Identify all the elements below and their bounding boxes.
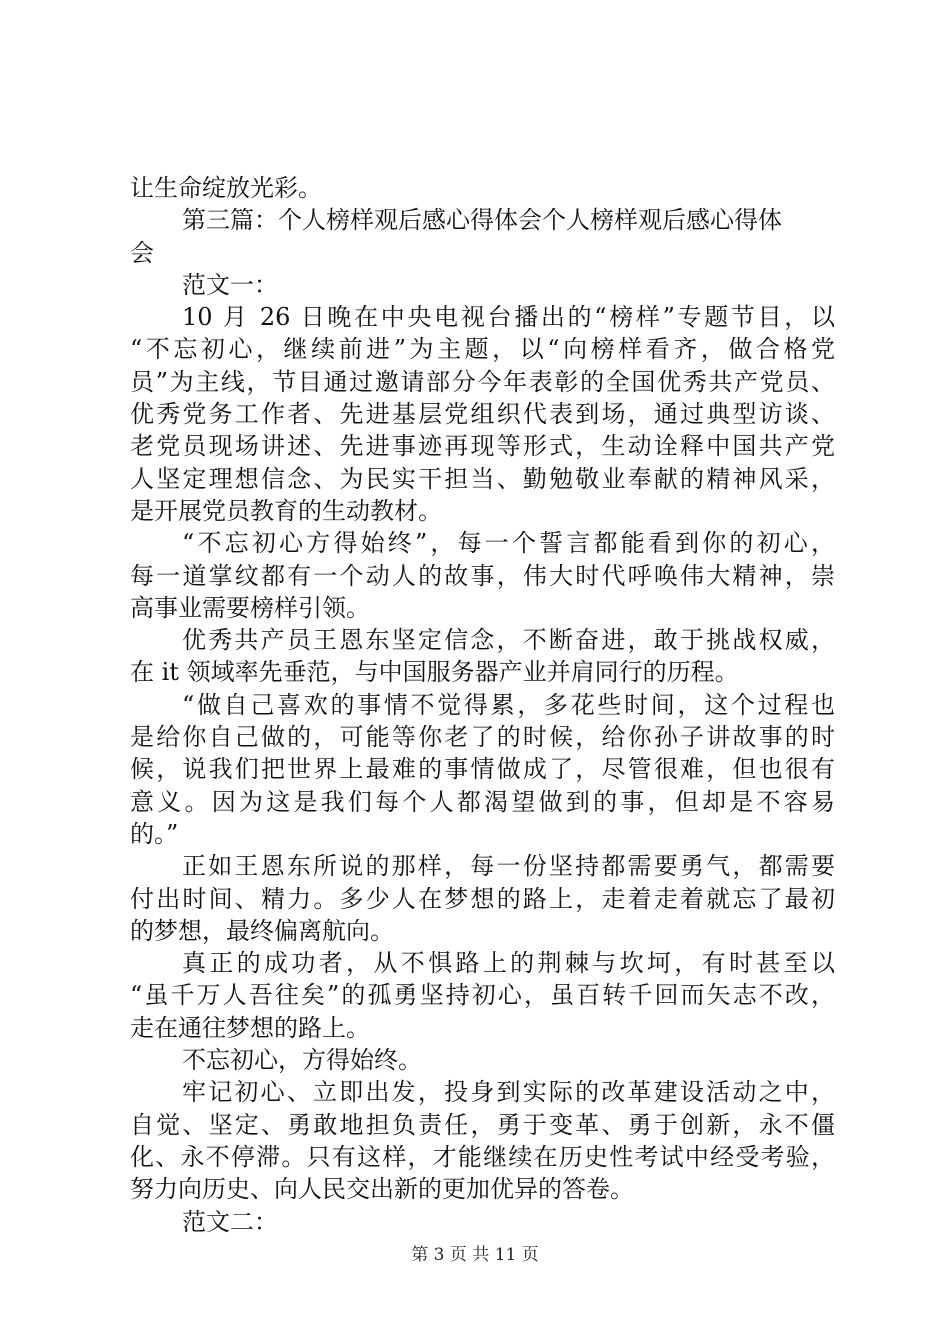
page-footer: 第 3 页 共 11 页 [411,1245,539,1265]
text-line: 让生命绽放光彩。 [130,174,322,202]
text-line: 在 it 领域率先垂范，与中国服务器产业并肩同行的历程。 [130,658,739,687]
text-line: 是开展党员教育的生动教材。 [130,496,442,525]
text-line: 牢记初心、立即出发，投身到实际的改革建设活动之中， [182,1078,835,1107]
text-line: 优秀共产员王恩东坚定信念，不断奋进，敢于挑战权威， [182,626,835,655]
text-line: 意义。因为这是我们每个人都渴望做到的事，但却是不容易 [130,787,835,816]
text-line: “不忘初心，继续前进”为主题，以“向榜样看齐，做合格党 [130,335,835,364]
text-line: “不忘初心方得始终”，每一个誓言都能看到你的初心， [182,529,835,558]
text-line: 人坚定理想信念、为民实干担当、勤勉敬业奉献的精神风采， [130,464,835,493]
text-line: 候，说我们把世界上最难的事情做成了，尽管很难，但也很有 [130,755,835,784]
text-line: 努力向历史、向人民交出新的更加优异的答卷。 [130,1175,634,1204]
text-line: 老党员现场讲述、先进事迹再现等形式，生动诠释中国共产党 [130,432,835,461]
text-line: 10 月 26 日晚在中央电视台播出的“榜样”专题节目，以 [182,303,835,332]
text-line: 优秀党务工作者、先进基层党组织代表到场，通过典型访谈、 [130,400,835,429]
text-line: 化、永不停滞。只有这样，才能继续在历史性考试中经受考验， [130,1142,835,1171]
text-line: 走在通往梦想的路上。 [130,1013,370,1042]
text-line: 范文二： [182,1207,278,1236]
text-line: 的梦想，最终偏离航向。 [130,916,394,945]
text-line: 付出时间、精力。多少人在梦想的路上，走着走着就忘了最初 [130,884,835,913]
text-line: 每一道掌纹都有一个动人的故事，伟大时代呼唤伟大精神，崇 [130,561,835,590]
text-line: “虽千万人吾往矣”的孤勇坚持初心，虽百转千回而矢志不改， [130,981,835,1010]
text-line: 是给你自己做的，可能等你老了的时候，给你孙子讲故事的时 [130,723,835,752]
document-body [130,172,835,1238]
text-line: “做自己喜欢的事情不觉得累，多花些时间，这个过程也 [182,690,835,719]
text-line: 真正的成功者，从不惧路上的荆棘与坎坷，有时甚至以 [182,949,835,978]
text-line: 的。” [130,819,179,848]
text-line: 员”为主线，节目通过邀请部分今年表彰的全国优秀共产党员、 [130,367,835,396]
text-line: 自觉、坚定、勇敢地担负责任，勇于变革、勇于创新，永不僵 [130,1110,835,1139]
text-line: 第三篇：个人榜样观后感心得体会个人榜样观后感心得体 [182,206,782,235]
text-line: 范文一： [182,270,278,299]
text-line: 不忘初心，方得始终。 [182,1046,422,1075]
text-line: 会 [130,238,154,267]
text-line: 高事业需要榜样引领。 [130,593,370,622]
text-line: 正如王恩东所说的那样，每一份坚持都需要勇气，都需要 [182,852,835,881]
